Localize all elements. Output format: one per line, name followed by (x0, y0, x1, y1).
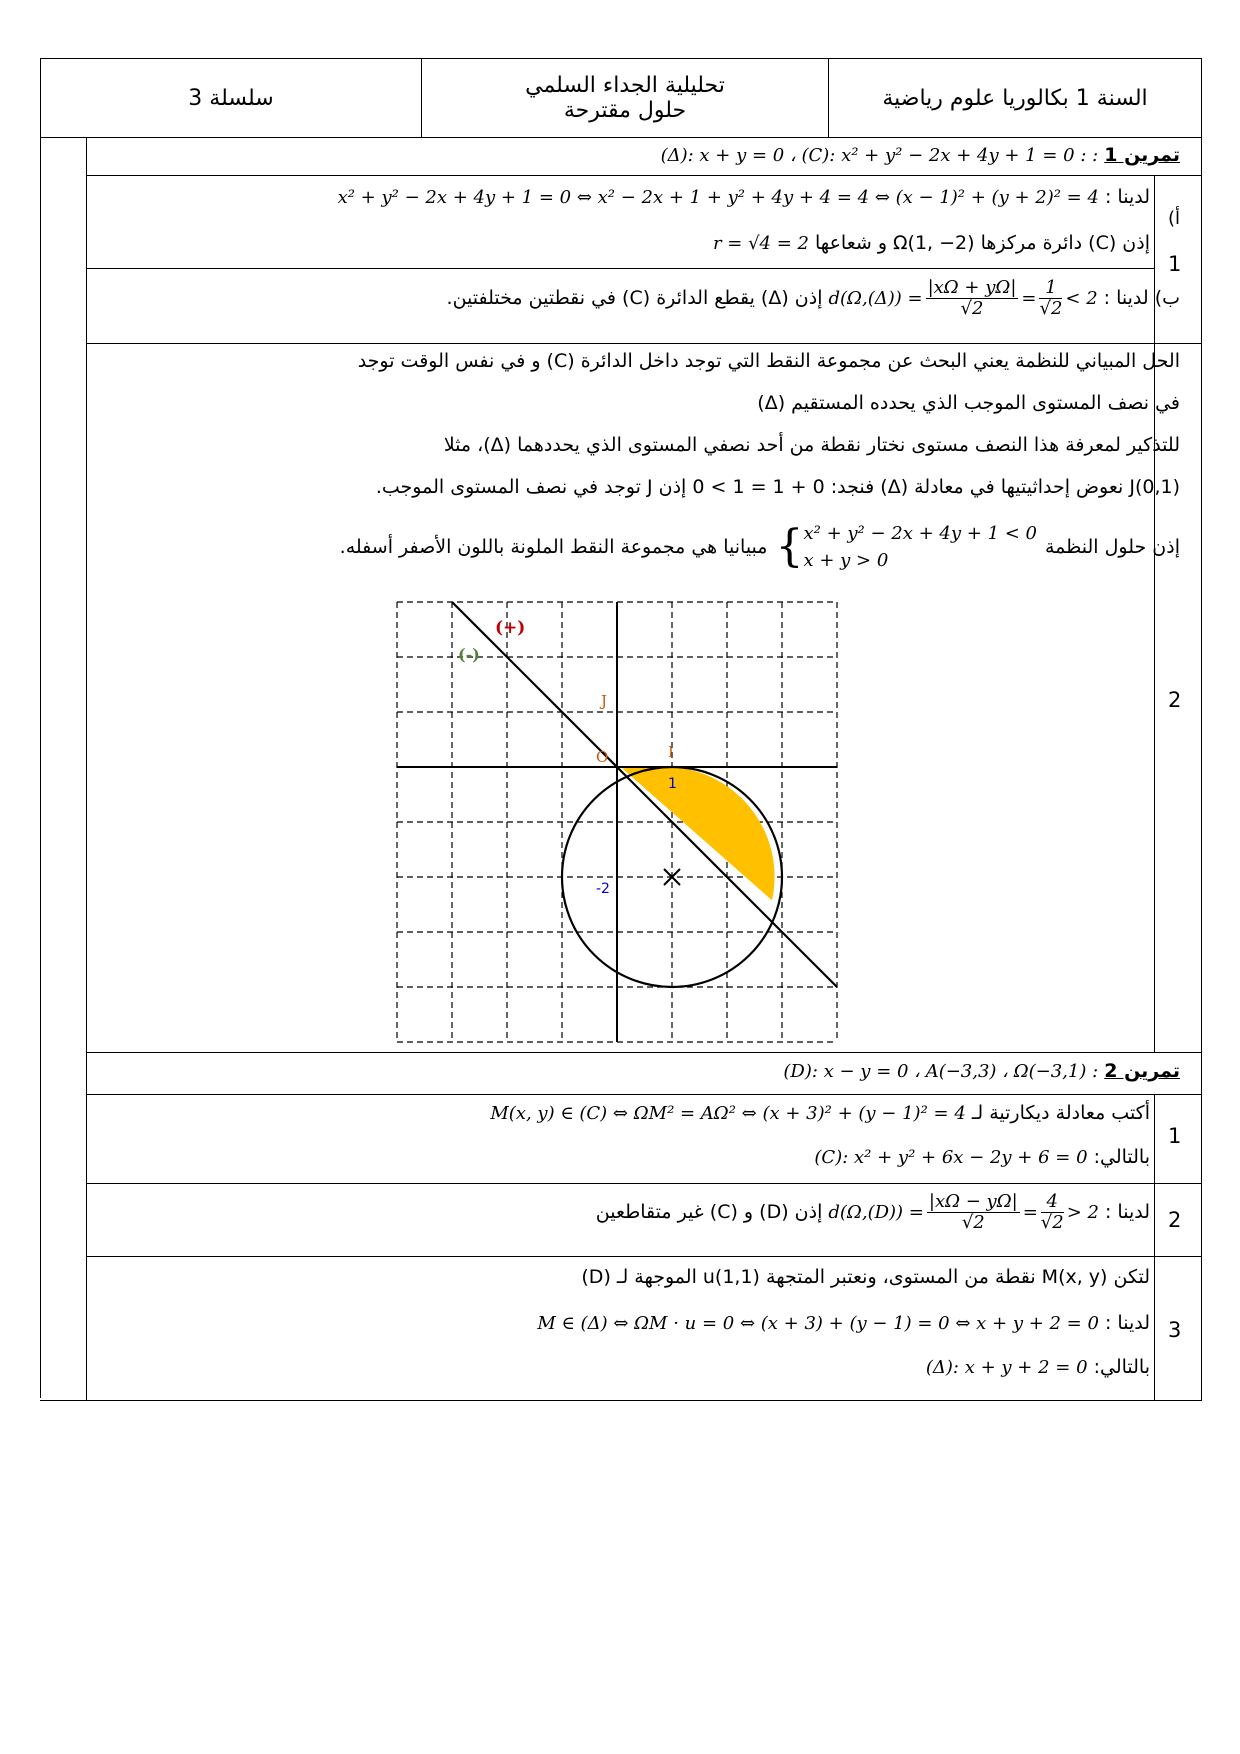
system-brace: { (775, 521, 804, 572)
ex1-q1b-frac-den: √2 (960, 297, 984, 319)
ex2-q1-line1-text: أكتب معادلة ديكارتية لـ (971, 1102, 1150, 1124)
level-label: السنة 1 بكالوريا علوم رياضية (882, 85, 1148, 111)
system-eq-1: x² + y² − 2x + 4y + 1 < 0 (803, 523, 1037, 544)
ex1-title: تمرين 1 (1104, 144, 1180, 166)
ex1-q2-number: 2 (1168, 688, 1182, 712)
topic-cell (422, 59, 829, 138)
ex1-q2-line1: الحل المبياني للنظمة يعني البحث عن مجموعة النقط التي توجد داخل الدائرة (C) و في نفس الوقت توجد (357, 350, 1180, 372)
ex1-q1b-fraction-1 (926, 278, 1019, 319)
bottom-line (40, 1400, 86, 1401)
ex2-q1-line2 (814, 1146, 1150, 1168)
label-minus: (-) (458, 645, 480, 664)
level-cell (829, 59, 1202, 138)
ex1-q1b-lhs: d(Ω,(Δ)) = (828, 287, 923, 309)
frame-left-inner (86, 138, 87, 1400)
ex1-q1a-line2-text: إذن (C) دائرة مركزها Ω(1, −2) و شعاعها (815, 232, 1150, 254)
series-label: سلسلة 3 (188, 85, 274, 111)
ex2-q3-line2-math: M ∈ (Δ) ⇔ ΩM · u = 0 ⇔ (x + 3) + (y − 1) = 0 ⇔ x + y + 2 = 0 (537, 1313, 1099, 1334)
ex2-q3-line1: لتكن M(x, y) نقطة من المستوى، ونعتبر المتجهة u(1,1) الموجهة لـ (D) (581, 1266, 1150, 1288)
ex1-q1a-line2-math: r = √4 = 2 (712, 233, 809, 254)
label-plus: (+) (495, 618, 526, 638)
ex1-q1a-line2 (713, 232, 1150, 254)
ex1-q1b-math (829, 278, 1098, 319)
ex1-row-divider-3 (86, 343, 1202, 344)
ex2-q3-number: 3 (1168, 1318, 1182, 1342)
ex2-row-divider-2 (86, 1183, 1202, 1184)
ex1-row-divider-2 (86, 268, 1154, 269)
solution-graph (395, 600, 845, 1050)
ex2-q1-line1-math: M(x, y) ∈ (C) ⇔ ΩM² = AΩ² ⇔ (x + 3)² + (y − 1)² = 4 (490, 1103, 966, 1124)
system-eq-2: x + y > 0 (803, 550, 889, 571)
ex2-q3-line2-text: لدينا : (1104, 1312, 1150, 1334)
header-table (40, 58, 1202, 138)
label-O: O (596, 748, 609, 766)
frame-right (1201, 138, 1202, 1400)
ex1-q1b-label: ب) (1154, 287, 1180, 310)
ex2-q1-line1 (490, 1102, 1150, 1124)
label-I: I (668, 743, 674, 761)
system-equations (803, 520, 1037, 574)
topic-title: تحليلية الجداء السلمي (525, 73, 725, 98)
ex1-q1b-row (447, 278, 1180, 319)
ex1-header-row (661, 144, 1180, 166)
topic-subtitle: حلول مقترحة (563, 98, 687, 123)
ex2-q2-text-end: إذن (D) و (C) غير متقاطعين (595, 1201, 823, 1224)
tick-label-1: 1 (668, 776, 677, 792)
ex1-q2-line3: للتذكير لمعرفة هذا النصف مستوى نختار نقطة من أحد نصفي المستوى الذي يحددهما (Δ)، مثلا (443, 434, 1180, 456)
ex1-q1a-line1-text: لدينا : (1104, 186, 1150, 208)
ex2-q3-line3-math: (Δ): x + y + 2 = 0 (925, 1357, 1088, 1378)
ex2-q3-line3-text: بالتالي: (1093, 1356, 1150, 1378)
ex2-q2-fraction-2 (1041, 1192, 1064, 1233)
ex1-q1a-line1-math: x² + y² − 2x + 4y + 1 = 0 ⇔ x² − 2x + 1 + y² + 4y + 4 = 4 ⇔ (x − 1)² + (y + 2)² = 4 (337, 187, 1099, 208)
ex1-statement: (Δ): x + y = 0 ، (C): x² + y² − 2x + 4y + 1 = 0 : : (660, 145, 1099, 166)
solution-region (622, 767, 774, 900)
ex2-q2-text-start: لدينا : (1104, 1201, 1150, 1224)
ex2-q2-frac2-num: 4 (1041, 1192, 1064, 1213)
ex1-q1-number: 1 (1168, 252, 1182, 276)
ex1-q1b-equals: = (1021, 287, 1037, 309)
ex1-q1a-label: أ) (1167, 208, 1180, 229)
series-cell (41, 59, 422, 138)
ex2-row-divider-3 (86, 1256, 1202, 1257)
ex1-q1b-text-start: لدينا : (1103, 287, 1149, 310)
ex2-q2-row (596, 1192, 1150, 1233)
number-column-divider-2 (1154, 1094, 1155, 1400)
ex1-q1b-frac2-den: √2 (1039, 297, 1063, 319)
ex2-q1-line2-math: (C): x² + y² + 6x − 2y + 6 = 0 (814, 1147, 1088, 1168)
ex1-q2-line4: J(0,1) نعوض إحداثيتيها في معادلة (Δ) فنجد: 0 + 1 = 1 > 0 إذن J توجد في نصف المستوى الموجب. (375, 476, 1180, 498)
ex2-header-row (783, 1060, 1180, 1082)
ex2-q3-line2 (537, 1312, 1150, 1334)
ex2-statement: (D): x − y = 0 ، A(−3,3) ، Ω(−3,1) : (783, 1061, 1099, 1082)
ex1-end-divider (86, 1052, 1202, 1053)
ex2-q1-number: 1 (1168, 1124, 1182, 1148)
ex2-q2-number: 2 (1168, 1208, 1182, 1232)
ex1-q2-line5 (340, 520, 1180, 574)
document-sheet (40, 58, 1202, 138)
ex1-row-divider-1 (86, 175, 1202, 176)
ex1-q1b-rhs: < 2 (1065, 287, 1098, 309)
ex1-q2-line2: في نصف المستوى الموجب الذي يحدده المستقيم (Δ) (757, 392, 1180, 414)
ex1-q1b-text-end: إذن (Δ) يقطع الدائرة (C) في نقطتين مختلفتين. (446, 287, 823, 310)
ex2-q2-rhs: > 2 (1066, 1201, 1099, 1223)
ex1-q1b-fraction-2 (1039, 278, 1062, 319)
ex1-q1b-frac-num: |xΩ + yΩ| (927, 277, 1017, 298)
ex2-q3-line3 (926, 1356, 1150, 1378)
ex1-q2-line5-end: مبيانيا هي مجموعة النقط الملونة باللون الأصفر أسفله. (339, 536, 768, 558)
ex2-q1-line2-text: بالتالي: (1093, 1146, 1150, 1168)
ex1-q2-system (775, 520, 1037, 574)
ex2-q2-lhs: d(Ω,(D)) = (828, 1201, 924, 1223)
ex2-title: تمرين 2 (1104, 1060, 1180, 1082)
tick-label-minus-2: -2 (596, 881, 610, 897)
ex2-row-divider-1 (86, 1094, 1202, 1095)
ex2-q2-frac-den: √2 (961, 1211, 985, 1233)
frame-left-outer (40, 138, 41, 1398)
ex2-q2-frac2-den: √2 (1040, 1211, 1064, 1233)
ex2-q2-math (828, 1192, 1099, 1233)
ex1-q1b-frac2-num: 1 (1039, 278, 1062, 299)
bottom-line-2 (86, 1400, 1202, 1401)
label-J: J (601, 692, 608, 710)
ex1-q1a-line1 (338, 186, 1150, 208)
ex2-q2-equals: = (1022, 1201, 1038, 1223)
ex1-q2-line5-start: إذن حلول النظمة (1045, 536, 1180, 558)
ex2-q2-frac-num: |xΩ − yΩ| (928, 1191, 1018, 1212)
ex2-q2-fraction-1 (927, 1192, 1020, 1233)
line-delta (452, 602, 837, 987)
